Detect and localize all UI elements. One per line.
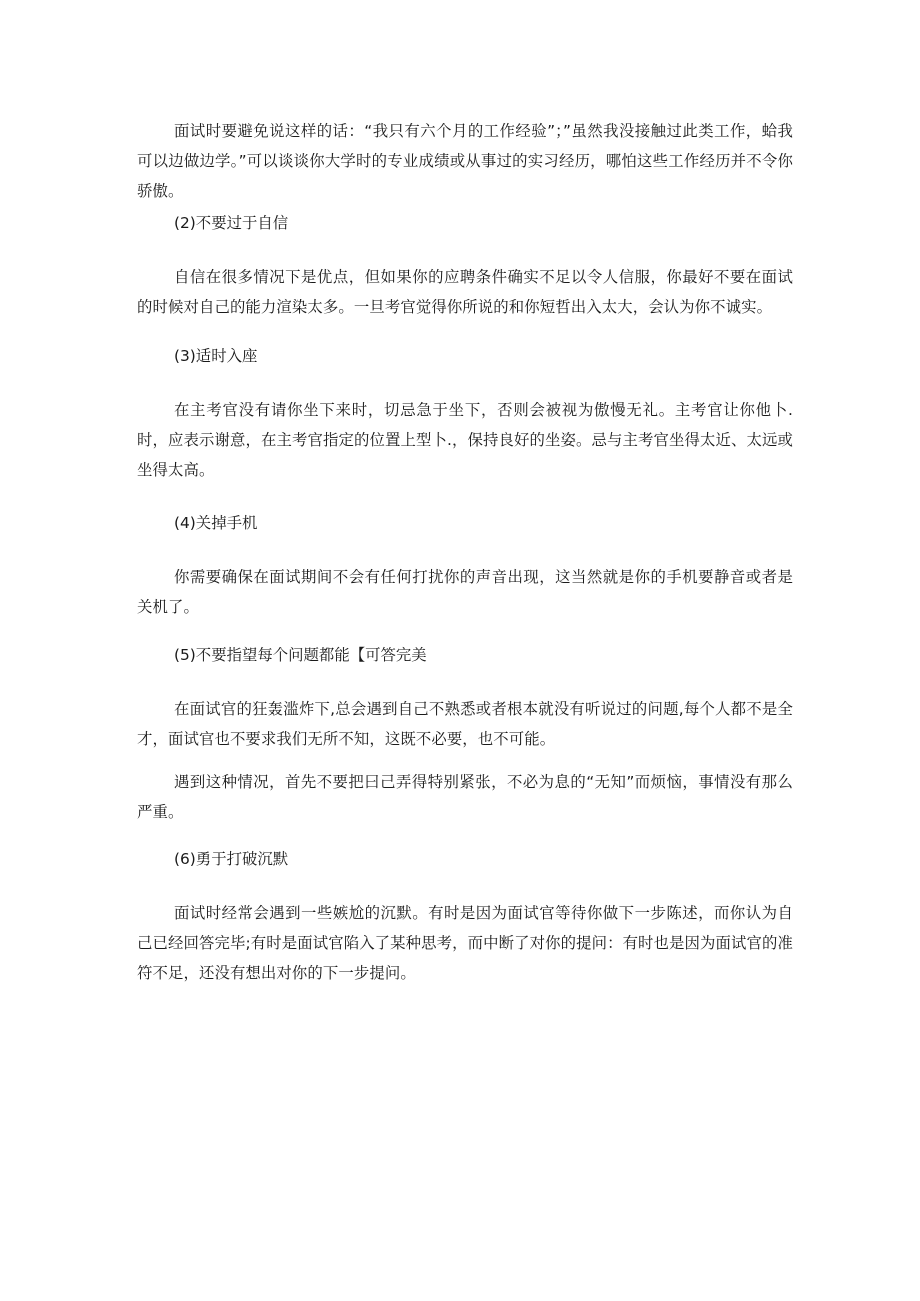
heading-not-perfect-answers: (5)不要指望每个问题都能【可答完美 xyxy=(174,646,427,664)
paragraph-phone: 你需要确保在面试期间不会有任何打扰你的声音出现，这当然就是你的手机要静音或者是关机了。 xyxy=(137,568,793,616)
paragraph-confidence: 自信在很多情况下是优点，但如果你的应聘条件确实不足以令人信服，你最好不要在面试的时候对自己的能力渲染太多。一旦考官觉得你所说的和你短哲出入太大，会认为你不诚实。 xyxy=(137,268,793,316)
paragraph-stay-calm: 遇到这种情况，首先不要把曰己弄得特别紧张，不必为息的“无知”而烦恼，事情没有那么严重。 xyxy=(137,773,793,821)
paragraph-silence: 面试时经常会遇到一些嫉尬的沉默。有时是因为面试官等待你做下一步陈述，而你认为自己已经回答完毕;有时是面试官陷入了某种思考，而中断了对你的提问：有时也是因为面试官的准符不足，还没有想出对你的下一步提问。 xyxy=(137,904,793,982)
heading-phone-off: (4)关掉手机 xyxy=(174,514,258,532)
paragraph-unknown-questions: 在面试官的狂轰滥炸下,总会遇到自己不熟悉或者根本就没有听说过的问题,每个人都不是全才，面试官也不要求我们无所不知，这既不必要，也不可能。 xyxy=(137,700,793,748)
heading-not-overconfident: (2)不要过于自信 xyxy=(174,214,289,232)
paragraph-avoid-phrases: 面试时要避免说这样的话：“我只有六个月的工作经验”；”虽然我没接触过此类工作，蛤我可以边做边学。”可以谈谈你大学时的专业成绩或从事过的实习经历，哪怕这些工作经历并不令你骄傲。 xyxy=(137,122,793,200)
heading-break-silence: (6)勇于打破沉默 xyxy=(174,850,289,868)
paragraph-seating: 在主考官没有请你坐下来时，切忌急于坐下，否则会被视为傲慢无礼。主考官让你他卜.时，应表示谢意，在主考官指定的位置上型卜.，保持良好的坐姿。忌与主考官坐得太近、太远或坐得太高。 xyxy=(137,401,793,479)
heading-sit-timely: (3)适时入座 xyxy=(174,347,258,365)
